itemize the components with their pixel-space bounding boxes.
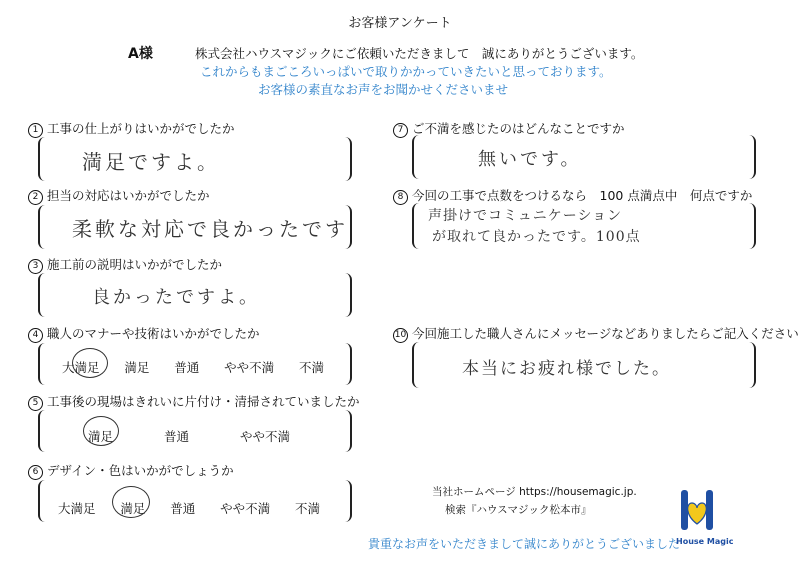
thanks-text: 貴重なお声をいただきまして誠にありがとうございました: [368, 537, 681, 551]
question-number: 6: [28, 465, 43, 480]
selection-circle: [72, 348, 108, 378]
option-satisfied[interactable]: 満足: [88, 429, 114, 444]
option-satisfied[interactable]: 満足: [124, 360, 150, 375]
greeting-line-1: 株式会社ハウスマジックにご依頼いただきまして 誠にありがとうございます。: [195, 46, 644, 61]
answer-10: 本当にお疲れ様でした。: [462, 359, 671, 379]
option-slightly-dissatisfied[interactable]: やや不満: [239, 429, 290, 444]
question-text: 施工前の説明はいかがでしたか: [47, 257, 223, 272]
answer-8-line-1: 声掛けでコミュニケーション: [428, 208, 623, 224]
logo-text: House Magic: [676, 537, 734, 546]
question-number: 3: [28, 259, 43, 274]
page-title: お客様アンケート: [348, 16, 452, 31]
option-dissatisfied[interactable]: 不満: [294, 501, 320, 516]
question-text: デザイン・色はいかがでしょうか: [47, 463, 234, 478]
question-text: 工事の仕上がりはいかがでしたか: [47, 121, 235, 136]
option-great[interactable]: 大満足: [62, 360, 100, 375]
customer-name: A様: [128, 46, 153, 62]
question-5: [28, 392, 360, 411]
option-normal[interactable]: 普通: [174, 360, 200, 375]
option-slightly-dissatisfied[interactable]: やや不満: [224, 360, 275, 375]
answer-8-line-2: が取れて良かったです。100点: [432, 229, 641, 245]
question-number: 4: [28, 328, 43, 343]
answer-1: 満足ですよ。: [82, 150, 220, 174]
option-slightly-dissatisfied[interactable]: やや不満: [220, 501, 271, 516]
homepage-text[interactable]: 当社ホームページ https://housemagic.jp.: [432, 486, 637, 498]
question-6: [28, 461, 234, 480]
question-text: 今回の工事で点数をつけるなら 100 点満点中 何点ですか: [412, 188, 753, 203]
question-number: 1: [28, 123, 43, 138]
selection-circle: [83, 416, 119, 446]
question-number: 10: [393, 328, 408, 343]
question-text: ご不満を感じたのはどんなことですか: [412, 121, 625, 136]
greeting-line-3: お客様の素直なお声をお聞かせくださいませ: [258, 82, 509, 97]
option-normal[interactable]: 普通: [163, 429, 189, 444]
answer-2: 柔軟な対応で良かったです: [72, 217, 348, 241]
question-2: [28, 186, 210, 205]
house-magic-logo: [677, 488, 717, 532]
question-number: 8: [393, 190, 408, 205]
question-number: 5: [28, 396, 43, 411]
answer-7: 無いです。: [478, 149, 582, 170]
question-text: 職人のマナーや技術はいかがでしたか: [47, 326, 260, 341]
question-4: [28, 324, 260, 343]
question-number: 7: [393, 123, 408, 138]
option-normal[interactable]: 普通: [170, 501, 196, 516]
search-text: 検索『ハウスマジック松本市』: [445, 504, 592, 516]
question-10: [393, 324, 799, 343]
greeting-line-2: これからもまごころいっぱいで取りかかっていきたいと思っております。: [200, 64, 612, 79]
option-satisfied[interactable]: 満足: [120, 501, 146, 516]
option-dissatisfied[interactable]: 不満: [298, 360, 324, 375]
answer-box-7[interactable]: [412, 135, 756, 179]
question-1: [28, 119, 235, 138]
options-6: [58, 499, 320, 517]
question-text: 担当の対応はいかがでしたか: [47, 188, 210, 203]
question-3: [28, 255, 222, 274]
answer-3: 良かったですよ。: [92, 287, 260, 308]
question-text: 今回施工した職人さんにメッセージなどありましたらご記入ください: [412, 326, 799, 341]
question-number: 2: [28, 190, 43, 205]
question-text: 工事後の現場はきれいに片付け・清掃されていましたか: [47, 394, 360, 409]
selection-circle: [112, 486, 150, 518]
option-great[interactable]: 大満足: [58, 501, 96, 516]
